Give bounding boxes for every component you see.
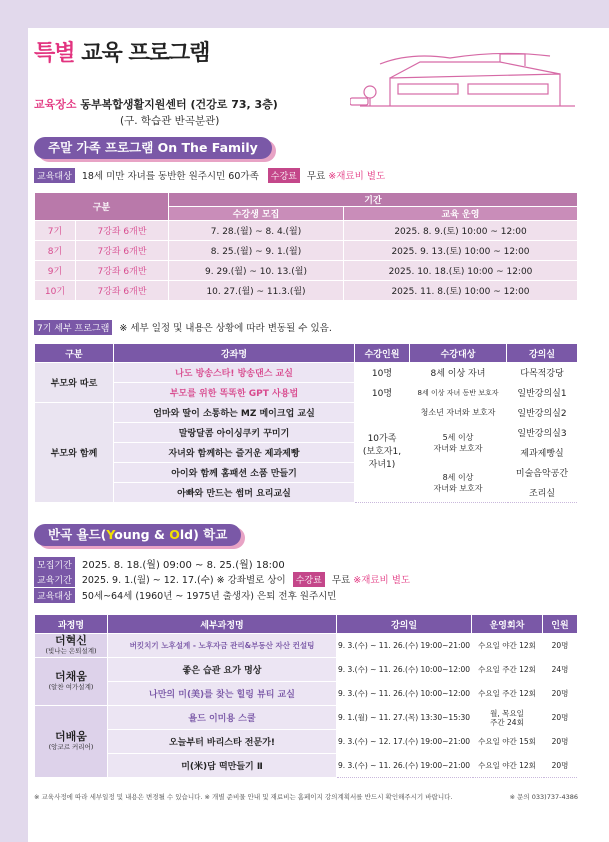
family-detail-table: 구분 강좌명 수강인원 수강대상 강의실 부모와 따로 나도 방송스타! 방송댄스 교실 10명 8세 이상 자녀 다목적강당 부모를 위한 똑똑한 GPT 사용법 10명 8세 이상 자녀 동반 보호자 일반강의실1 부모와 함께 엄마와 딸이 소통하는 MZ 메이크업 교실 10가족 (보호자1, 자녀1) 청소년 자녀와 보호자 일반강의실2 말랑달콤 아이싱쿠키 꾸미기 5세 이상 자녀와 보호자 일반강의실3 자녀와 함께하는 즐거운 제과제빵 제과제빵실 아이와 함께 홈패션 소품 만들기 8세 이상 자녀와 보호자 미술음악공간 아빠와 만드는 썸머 요리교실 조리실 [34, 343, 578, 503]
table-row: 말랑달콤 아이싱쿠키 꾸미기 5세 이상 자녀와 보호자 일반강의실3 [35, 423, 578, 443]
page-title: 특별 교육 프로그램 [34, 41, 210, 66]
table-row: 자녀와 함께하는 즐거운 제과제빵 제과제빵실 [35, 443, 578, 463]
table-row: 10기 7강좌 6개반 10. 27.(월) ~ 11.3.(월) 2025. 11. 8.(토) 10:00 ~ 12:00 [35, 281, 578, 301]
yold-period-line: 교육기간 2025. 9. 1.(월) ~ 12. 17.(수) ※ 강좌별로 상이 수강료 무료 ※재료비 별도 [34, 572, 410, 587]
table-row: 더혁신 (빛나는 은퇴설계) 버킷치기 노후설계 - 노후자금 관리&부동산 자산 컨설팅 9. 3.(수) ~ 11. 26.(수) 19:00~21:00 수요일 야간 12회 20명 [35, 634, 578, 658]
table-row: 아이와 함께 홈패션 소품 만들기 8세 이상 자녀와 보호자 미술음악공간 [35, 463, 578, 483]
table-row: 더채움 (알찬 여가설계) 좋은 습관 요가 명상 9. 3.(수) ~ 11. 26.(수) 10:00~12:00 수요일 주간 12회 24명 [35, 658, 578, 682]
location-line: 교육장소 동부복합생활지원센터 (건강로 73, 3층) [34, 98, 278, 111]
table-row: 아빠와 만드는 썸머 요리교실 조리실 [35, 483, 578, 503]
building-illustration-icon [350, 44, 580, 108]
table-row: 더배움 (앙코르 커리어) 욜드 이미용 스쿨 9. 1.(월) ~ 11. 27.(목) 13:30~15:30 월, 목요일 주간 24회 20명 [35, 706, 578, 730]
yold-school-pill: 반곡 욜드(Young & Old) 학교 [34, 524, 241, 546]
yold-course-table: 과정명 세부과정명 강의일 운영회차 인원 더혁신 (빛나는 은퇴설계) 버킷치기 노후설계 - 노후자금 관리&부동산 자산 컨설팅 9. 3.(수) ~ 11. 26.(수) 19:00~21:00 수요일 야간 12회 20명 더채움 (알찬 여가설계) 좋은 습관 요가 명상 9. 3.(수) ~ 11. 26.(수) 10:00~12:00 수요일 주간 12회 24명 나만의 미(美)를 찾는 힐링 뷰티 교실 9. 3.(수) ~ 11. 26.(수) 10:00~12:00 수요일 주간 12회 20명 더배움 (앙코르 커리어) 욜드 이미용 스쿨 9. 1.(월) ~ 11. 27.(목) 13:30~15:30 월, 목요일 주간 24회 20명 오늘부터 바리스타 전문가! 9. 3.(수) ~ 12. 17.(수) 19:00~21:00 수요일 야간 15회 20명 미(米)담 떡만들기 Ⅱ 9. 3.(수) ~ 11. 26.(수) 19:00~21:00 수요일 야간 12회 20명 [34, 614, 578, 778]
yold-recruit-line: 모집기간 2025. 8. 18.(월) 09:00 ~ 8. 25.(월) 18:00 [34, 556, 285, 572]
table-row: 9기 7강좌 6개반 9. 29.(월) ~ 10. 13.(월) 2025. 10. 18.(토) 10:00 ~ 12:00 [35, 261, 578, 281]
yold-target-line: 교육대상 50세~64세 (1960년 ~ 1975년 출생자) 은퇴 전후 원주시민 [34, 588, 336, 603]
table-row: 8기 7강좌 6개반 8. 25.(월) ~ 9. 1.(월) 2025. 9. 13.(토) 10:00 ~ 12:00 [35, 241, 578, 261]
footer-note: ※ 교육사정에 따라 세부일정 및 내용은 변경될 수 있습니다. ※ 개별 준비물 안내 및 재료비는 홈페이지 강의계획서를 반드시 확인해주시기 바랍니다. ※ 문의 033)737-4386 [34, 793, 578, 801]
table-row: 나만의 미(美)를 찾는 힐링 뷰티 교실 9. 3.(수) ~ 11. 26.(수) 10:00~12:00 수요일 주간 12회 20명 [35, 682, 578, 706]
table-row: 오늘부터 바리스타 전문가! 9. 3.(수) ~ 12. 17.(수) 19:00~21:00 수요일 야간 15회 20명 [35, 730, 578, 754]
location-sub: (구. 학습관 반곡분관) [120, 115, 220, 127]
detail-label-line: 7기 세부 프로그램 ※ 세부 일정 및 내용은 상황에 따라 변동될 수 있음. [34, 320, 332, 335]
table-row: 미(米)담 떡만들기 Ⅱ 9. 3.(수) ~ 11. 26.(수) 19:00~21:00 수요일 야간 12회 20명 [35, 754, 578, 778]
table-row: 부모와 함께 엄마와 딸이 소통하는 MZ 메이크업 교실 10가족 (보호자1, 자녀1) 청소년 자녀와 보호자 일반강의실2 [35, 403, 578, 423]
table-row: 부모와 따로 나도 방송스타! 방송댄스 교실 10명 8세 이상 자녀 다목적강당 [35, 363, 578, 383]
table-row: 부모를 위한 똑똑한 GPT 사용법 10명 8세 이상 자녀 동반 보호자 일반강의실1 [35, 383, 578, 403]
table-row: 7기 7강좌 6개반 7. 28.(월) ~ 8. 4.(월) 2025. 8. 9.(토) 10:00 ~ 12:00 [35, 221, 578, 241]
family-schedule-table: 구분 기간 수강생 모집 교육 운영 7기 7강좌 6개반 7. 28.(월) ~ 8. 4.(월) 2025. 8. 9.(토) 10:00 ~ 12:00 8기 7강좌 6개반 8. 25.(월) ~ 9. 1.(월) 2025. 9. 13.(토) 10:00 ~ 12:00 9기 7강좌 6개반 9. 29.(월) ~ 10. 13.(월) 2025. 10. 18.(토) 10:00 ~ 12:00 10기 7강좌 6개반 10. 27.(월) ~ 11.3.(월) 2025. 11. 8.(토) 10:00 ~ 12:00 [34, 192, 578, 301]
family-target-line: 교육대상 18세 미만 자녀를 동반한 원주시민 60가족 수강료 무료 ※재료비 별도 [34, 168, 385, 183]
contact-info: ※ 문의 033)737-4386 [509, 793, 578, 801]
family-program-pill: 주말 가족 프로그램 On The Family [34, 137, 272, 159]
